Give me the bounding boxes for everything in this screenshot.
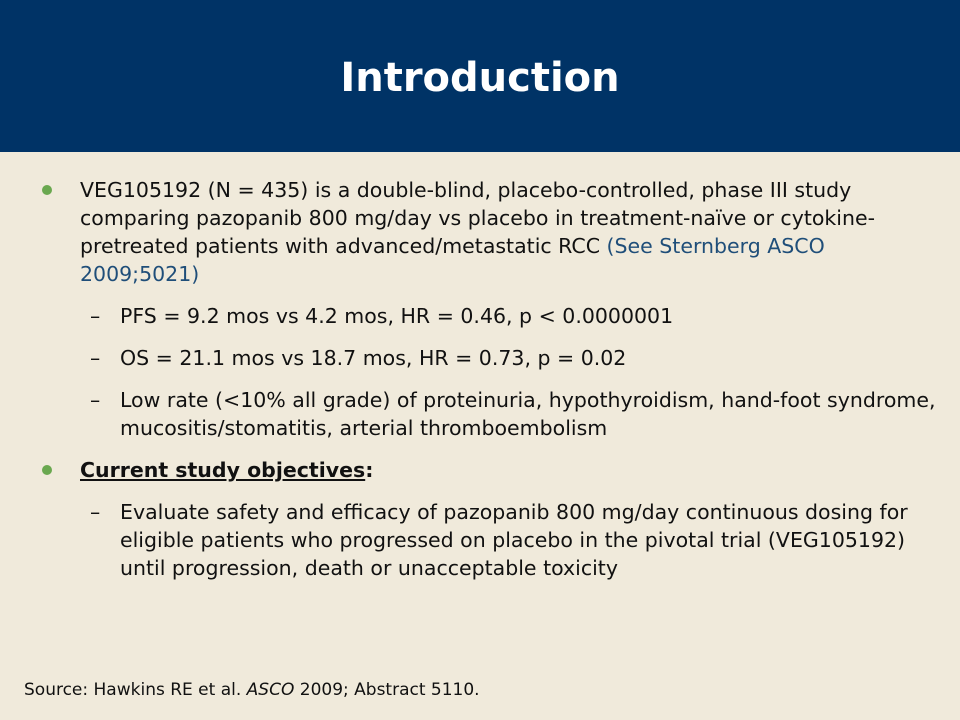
- title-bar: [0, 0, 960, 152]
- source-prefix: Source: Hawkins RE et al.: [24, 680, 247, 700]
- bullet-study-description: [36, 176, 936, 288]
- sub-item-text: OS = 21.1 mos vs 18.7 mos, HR = 0.73, p = 0.02: [120, 346, 627, 370]
- objectives-colon: :: [365, 458, 374, 482]
- dash-icon: –: [90, 304, 101, 328]
- bullet-objectives: [36, 456, 936, 484]
- sub-item-text: PFS = 9.2 mos vs 4.2 mos, HR = 0.46, p < 0.0000001: [120, 304, 674, 328]
- source-journal: ASCO: [246, 680, 295, 700]
- sub-item-objective: [36, 498, 936, 582]
- dash-icon: –: [90, 388, 101, 412]
- source-suffix: 2009; Abstract 5110.: [294, 680, 480, 700]
- sub-item-text: Evaluate safety and efficacy of pazopanib 800 mg/day continuous dosing for eligible patients who progressed on placebo in the pivotal trial (VEG105192) until progression, death or unacceptable toxicity: [120, 500, 908, 580]
- sub-item-text: Low rate (<10% all grade) of proteinuria, hypothyroidism, hand-foot syndrome, mucositis/stomatitis, arterial thromboembolism: [120, 388, 936, 440]
- sub-item-os: [36, 344, 936, 372]
- dash-icon: –: [90, 346, 101, 370]
- dash-icon: –: [90, 500, 101, 524]
- bullet-dot-icon: [42, 465, 52, 475]
- reference-link: (See Sternberg ASCO 2009;5021): [80, 234, 825, 286]
- objectives-heading: Current study objectives: [80, 458, 366, 482]
- slide-content: [36, 176, 936, 596]
- bullet-text: VEG105192 (N = 435) is a double-blind, placebo-controlled, phase III study comparing pazopanib 800 mg/day vs placebo in treatment-naïve or cytokine-pretreated patients with advanced/metastatic RCC: [80, 178, 875, 258]
- bullet-dot-icon: [42, 185, 52, 195]
- slide-title: Introduction: [340, 55, 620, 101]
- sub-item-pfs: [36, 302, 936, 330]
- sub-item-adverse-events: [36, 386, 936, 442]
- source-citation: [24, 680, 480, 700]
